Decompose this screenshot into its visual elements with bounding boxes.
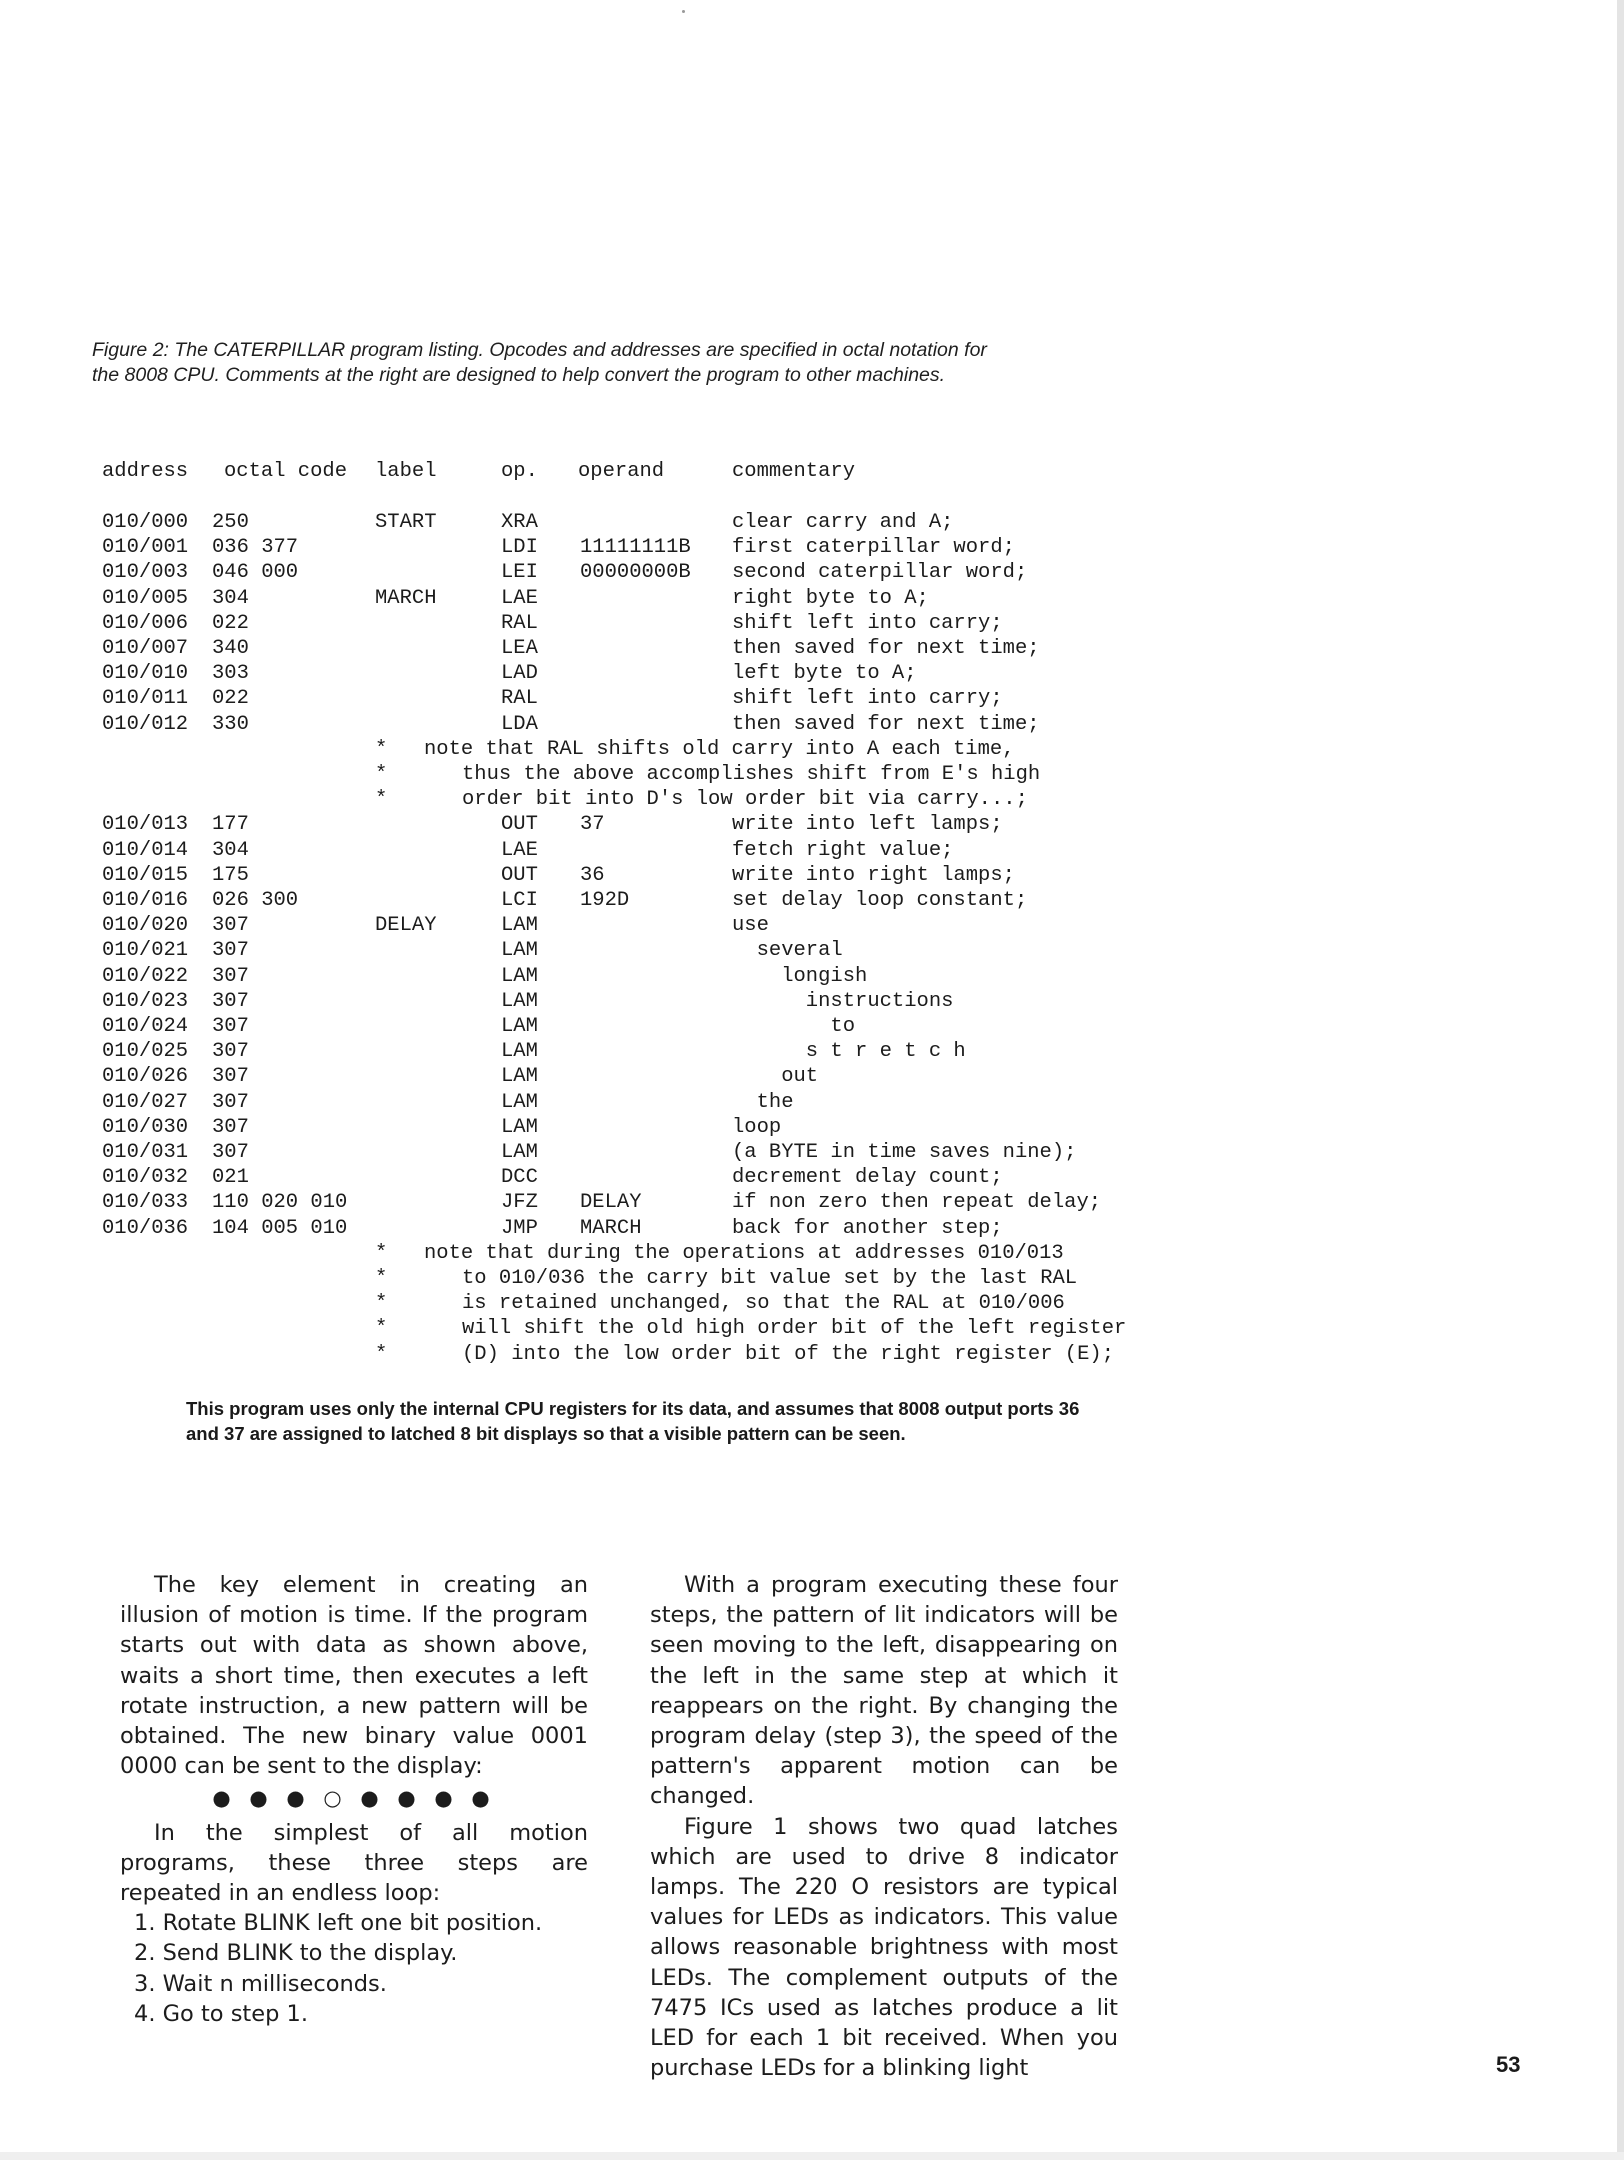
listing-row [102, 1091, 1222, 1116]
op-cell: LDI [501, 536, 538, 560]
program-listing [102, 0, 1222, 1400]
header-commentary: commentary [732, 460, 856, 483]
listing-row [102, 1141, 1222, 1166]
op-cell: LAD [501, 662, 538, 686]
header-operand: operand [578, 460, 665, 483]
address-cell: 010/030 [102, 1115, 189, 1139]
operand-cell: DELAY [580, 1191, 642, 1215]
header-octal-code: octal code [224, 460, 348, 483]
listing-row [102, 1116, 1222, 1141]
op-cell: JMP [501, 1216, 538, 1240]
listing-row [102, 561, 1222, 586]
listing-note: This program uses only the internal CPU registers for its data, and assumes that 8008 output ports 36 and 37 are assigned to latched 8 bit displays so that a visible pattern can be seen. [186, 1398, 1080, 1444]
address-cell: 010/022 [102, 964, 189, 988]
op-cell: LEI [501, 561, 538, 585]
octal-code-cell: 307 [212, 1141, 249, 1164]
note-star: * [375, 1317, 388, 1341]
op-cell: RAL [501, 611, 538, 635]
right-paragraph-2: Figure 1 shows two quad latches which are used to drive 8 indicator lamps. The 220 O resistors are typical values for LEDs as indicators. This value allows reasonable brightness with most LEDs. The complement outputs of the 7475 ICs used as latches produce a lit LED for each 1 bit received. When you purchase LEDs for a blinking light [650, 1813, 1118, 2082]
left-column [120, 1570, 588, 2029]
address-cell: 010/032 [102, 1166, 189, 1190]
op-cell: RAL [501, 687, 538, 711]
address-cell: 010/003 [102, 561, 189, 585]
octal-code-cell: 330 [212, 712, 249, 736]
octal-code-cell: 307 [212, 914, 249, 938]
op-cell: LAM [501, 1040, 538, 1064]
right-column [650, 1570, 1118, 2083]
address-cell: 010/031 [102, 1141, 189, 1164]
note-text: note that RAL shifts old carry into A each time, [424, 737, 1015, 761]
listing-row [102, 1015, 1222, 1040]
operand-cell: 36 [580, 863, 605, 887]
address-cell: 010/007 [102, 637, 189, 660]
operand-cell: 37 [580, 813, 605, 837]
scan-edge [1617, 0, 1624, 2160]
right-paragraph-1: With a program executing these four steps, the pattern of lit indicators will be seen moving to the left, disappearing on the left in the same step at which it reappears on the right. By changing the program delay (step 3), the speed of the pattern's apparent motion can be changed. [650, 1572, 1118, 1810]
figure-caption: Figure 2: The CATERPILLAR program listing. Opcodes and addresses are specified in octal notation for the 8008 CPU. Comments at the right are designed to help convert the program to other machines. [92, 339, 987, 386]
step-item: 2. Send BLINK to the display. [134, 1940, 458, 1967]
listing-row [102, 889, 1222, 914]
note-star: * [375, 737, 388, 761]
comment-cell: then saved for next time; [732, 637, 1040, 660]
comment-cell: set delay loop constant; [732, 889, 1028, 912]
address-cell: 010/011 [102, 687, 189, 711]
left-paragraph-1: The key element in creating an illusion of motion is time. If the program starts out with data as shown above, waits a short time, then executes a left rotate instruction, a new pattern will be obtained. The new binary value 0001 0000 can be sent to the display: [120, 1572, 588, 1780]
address-cell: 010/016 [102, 889, 189, 912]
listing-row [102, 1065, 1222, 1090]
listing-header [102, 460, 1222, 485]
address-cell: 010/005 [102, 586, 189, 610]
listing-row [102, 1166, 1222, 1191]
note-text: thus the above accomplishes shift from E's high [462, 763, 1041, 786]
listing-row [102, 637, 1222, 662]
comment-cell: back for another step; [732, 1216, 1003, 1240]
address-cell: 010/027 [102, 1090, 189, 1114]
listing-row [102, 864, 1222, 889]
label-cell: MARCH [375, 586, 437, 610]
comment-cell: out [732, 1065, 819, 1089]
octal-code-cell: 177 [212, 813, 249, 837]
listing-row [102, 536, 1222, 561]
header-op: op. [501, 460, 538, 483]
octal-code-cell: 036 377 [212, 536, 299, 560]
op-cell: LCI [501, 889, 538, 912]
operand-cell: MARCH [580, 1216, 642, 1240]
address-cell: 010/013 [102, 813, 189, 837]
comment-cell: loop [732, 1115, 782, 1139]
op-cell: LAM [501, 1090, 538, 1114]
note-star: * [375, 1241, 388, 1265]
octal-code-cell: 340 [212, 637, 249, 660]
comment-cell: shift left into carry; [732, 611, 1003, 635]
listing-row [102, 587, 1222, 612]
listing-row [102, 612, 1222, 637]
op-cell: XRA [501, 511, 538, 534]
listing-row [102, 1191, 1222, 1216]
listing-row [102, 839, 1222, 864]
note-star: * [375, 788, 388, 812]
octal-code-cell: 250 [212, 511, 249, 534]
address-cell: 010/014 [102, 838, 189, 862]
octal-code-cell: 307 [212, 1065, 249, 1089]
listing-note-row [102, 738, 1222, 763]
listing-row [102, 713, 1222, 738]
address-cell: 010/015 [102, 863, 189, 887]
listing-row [102, 939, 1222, 964]
note-text: will shift the old high order bit of the left register [462, 1317, 1127, 1341]
listing-note-row [102, 1267, 1222, 1292]
op-cell: OUT [501, 813, 538, 837]
listing-row [102, 965, 1222, 990]
octal-code-cell: 022 [212, 611, 249, 635]
listing-note-row [102, 788, 1222, 813]
comment-cell: instructions [732, 989, 954, 1013]
comment-cell: clear carry and A; [732, 511, 954, 534]
listing-row [102, 662, 1222, 687]
op-cell: JFZ [501, 1191, 538, 1215]
listing-row [102, 1040, 1222, 1065]
listing-note-row [102, 1343, 1222, 1368]
op-cell: DCC [501, 1166, 538, 1190]
operand-cell: 00000000B [580, 561, 691, 585]
listing-row [102, 990, 1222, 1015]
op-cell: LAM [501, 964, 538, 988]
comment-cell: s t r e t c h [732, 1040, 966, 1064]
op-cell: LAM [501, 939, 538, 963]
address-cell: 010/012 [102, 712, 189, 736]
address-cell: 010/000 [102, 511, 189, 534]
note-star: * [375, 763, 388, 786]
op-cell: LDA [501, 712, 538, 736]
op-cell: LAM [501, 1141, 538, 1164]
address-cell: 010/023 [102, 989, 189, 1013]
octal-code-cell: 303 [212, 662, 249, 686]
note-text: (D) into the low order bit of the right register (E); [462, 1342, 1115, 1366]
address-cell: 010/001 [102, 536, 189, 560]
op-cell: LEA [501, 637, 538, 660]
octal-code-cell: 110 020 010 [212, 1191, 348, 1215]
comment-cell: then saved for next time; [732, 712, 1040, 736]
op-cell: OUT [501, 863, 538, 887]
listing-row [102, 914, 1222, 939]
octal-code-cell: 104 005 010 [212, 1216, 348, 1240]
octal-code-cell: 307 [212, 1115, 249, 1139]
listing-row [102, 511, 1222, 536]
comment-cell: second caterpillar word; [732, 561, 1028, 585]
note-text: note that during the operations at addresses 010/013 [424, 1241, 1064, 1265]
left-paragraph-2: In the simplest of all motion programs, these three steps are repeated in an endless loop: [120, 1819, 588, 1907]
comment-cell: the [732, 1090, 794, 1114]
octal-code-cell: 307 [212, 1015, 249, 1038]
comment-cell: fetch right value; [732, 838, 954, 862]
comment-cell: several [732, 939, 843, 963]
address-cell: 010/020 [102, 914, 189, 938]
comment-cell: to [732, 1015, 856, 1038]
note-text: is retained unchanged, so that the RAL at 010/006 [462, 1292, 1065, 1316]
listing-row [102, 687, 1222, 712]
comment-cell: write into right lamps; [732, 863, 1015, 887]
header-address: address [102, 460, 189, 483]
op-cell: LAM [501, 1115, 538, 1139]
octal-code-cell: 046 000 [212, 561, 299, 585]
page-number: 53 [1496, 2052, 1521, 2077]
address-cell: 010/036 [102, 1216, 189, 1240]
comment-cell: shift left into carry; [732, 687, 1003, 711]
note-star: * [375, 1342, 388, 1366]
header-label: label [375, 460, 437, 483]
octal-code-cell: 026 300 [212, 889, 299, 912]
comment-cell: first caterpillar word; [732, 536, 1015, 560]
comment-cell: use [732, 914, 769, 938]
address-cell: 010/021 [102, 939, 189, 963]
address-cell: 010/026 [102, 1065, 189, 1089]
note-text: to 010/036 the carry bit value set by the last RAL [462, 1267, 1078, 1290]
octal-code-cell: 307 [212, 989, 249, 1013]
listing-note-row [102, 763, 1222, 788]
comment-cell: if non zero then repeat delay; [732, 1191, 1102, 1215]
op-cell: LAM [501, 1065, 538, 1089]
listing-note-row [102, 1317, 1222, 1342]
octal-code-cell: 307 [212, 964, 249, 988]
listing-note-row [102, 1242, 1222, 1267]
address-cell: 010/024 [102, 1015, 189, 1038]
comment-cell: write into left lamps; [732, 813, 1003, 837]
label-cell: DELAY [375, 914, 437, 938]
op-cell: LAM [501, 1015, 538, 1038]
steps-list [120, 1908, 588, 2029]
comment-cell: longish [732, 964, 868, 988]
op-cell: LAE [501, 586, 538, 610]
listing-row [102, 813, 1222, 838]
address-cell: 010/010 [102, 662, 189, 686]
label-cell: START [375, 511, 437, 534]
listing-row [102, 1217, 1222, 1242]
listing-note-row [102, 1292, 1222, 1317]
octal-code-cell: 307 [212, 1090, 249, 1114]
octal-code-cell: 022 [212, 687, 249, 711]
operand-cell: 11111111B [580, 536, 691, 560]
note-text: order bit into D's low order bit via carry...; [462, 788, 1028, 812]
address-cell: 010/006 [102, 611, 189, 635]
step-item: 1. Rotate BLINK left one bit position. [134, 1910, 543, 1937]
op-cell: LAE [501, 838, 538, 862]
operand-cell: 192D [580, 889, 630, 912]
octal-code-cell: 307 [212, 1040, 249, 1064]
bottom-scan-edge [0, 2152, 1624, 2160]
step-item: 4. Go to step 1. [134, 2000, 309, 2027]
octal-code-cell: 304 [212, 838, 249, 862]
comment-cell: decrement delay count; [732, 1166, 1003, 1190]
octal-code-cell: 304 [212, 586, 249, 610]
comment-cell: left byte to A; [732, 662, 917, 686]
octal-code-cell: 307 [212, 939, 249, 963]
octal-code-cell: 175 [212, 863, 249, 887]
octal-code-cell: 021 [212, 1166, 249, 1190]
comment-cell: right byte to A; [732, 586, 929, 610]
note-star: * [375, 1267, 388, 1290]
note-star: * [375, 1292, 388, 1316]
op-cell: LAM [501, 914, 538, 938]
op-cell: LAM [501, 989, 538, 1013]
address-cell: 010/025 [102, 1040, 189, 1064]
step-item: 3. Wait n milliseconds. [134, 1970, 387, 1997]
led-pattern: ● ● ● ○ ● ● ● ● [212, 1786, 496, 1811]
address-cell: 010/033 [102, 1191, 189, 1215]
comment-cell: (a BYTE in time saves nine); [732, 1141, 1077, 1164]
